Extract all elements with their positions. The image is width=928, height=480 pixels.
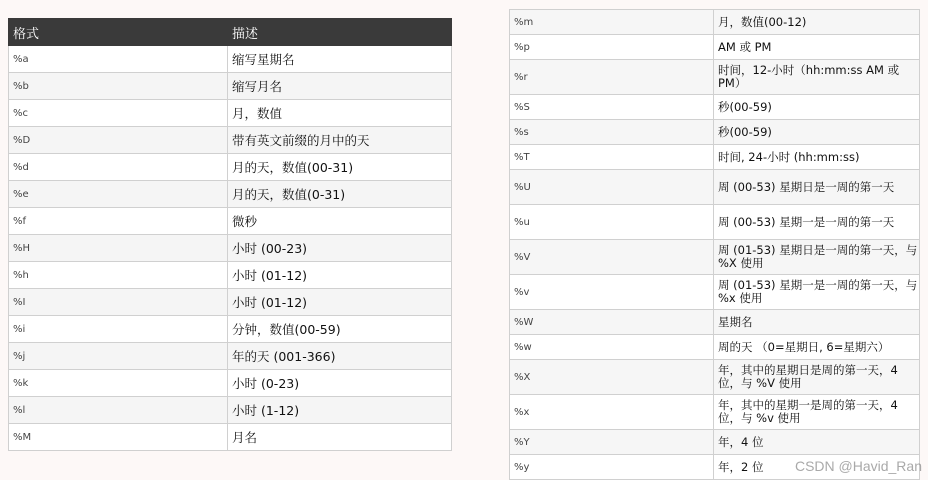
format-code: %r — [510, 60, 714, 95]
format-description: 周 (00-53) 星期一是一周的第一天 — [714, 205, 920, 240]
table-row — [510, 145, 920, 170]
format-code: %X — [510, 360, 714, 395]
table-row — [510, 170, 920, 205]
format-description: 年，其中的星期一是周的第一天，4 位，与 %v 使用 — [714, 395, 920, 430]
table-row — [510, 360, 920, 395]
format-code: %x — [510, 395, 714, 430]
format-description: 缩写月名 — [228, 73, 452, 100]
table-row — [9, 289, 452, 316]
table-row — [9, 208, 452, 235]
header-format: 格式 — [9, 19, 228, 46]
format-code: %Y — [510, 430, 714, 455]
format-code: %y — [510, 455, 714, 480]
format-code: %M — [9, 424, 228, 451]
format-code: %h — [9, 262, 228, 289]
format-description: 微秒 — [228, 208, 452, 235]
format-code: %H — [9, 235, 228, 262]
format-code: %p — [510, 35, 714, 60]
table-row — [510, 275, 920, 310]
table-row — [9, 397, 452, 424]
format-code: %m — [510, 10, 714, 35]
format-code: %S — [510, 95, 714, 120]
format-description: 月名 — [228, 424, 452, 451]
format-description: 年，4 位 — [714, 430, 920, 455]
format-code: %e — [9, 181, 228, 208]
table-row — [510, 10, 920, 35]
format-code: %v — [510, 275, 714, 310]
table-row — [9, 424, 452, 451]
format-description: 月的天，数值(0-31) — [228, 181, 452, 208]
table-row — [510, 120, 920, 145]
format-description: 周 (01-53) 星期一是一周的第一天，与 %x 使用 — [714, 275, 920, 310]
format-code: %j — [9, 343, 228, 370]
format-description: 周的天 （0=星期日, 6=星期六） — [714, 335, 920, 360]
watermark: CSDN @Havid_Ran — [794, 458, 922, 474]
format-code: %D — [9, 127, 228, 154]
format-code: %T — [510, 145, 714, 170]
format-description: 年，其中的星期日是周的第一天，4 位，与 %V 使用 — [714, 360, 920, 395]
format-description: 周 (00-53) 星期日是一周的第一天 — [714, 170, 920, 205]
header-row — [9, 19, 452, 46]
format-description: 小时 (0-23) — [228, 370, 452, 397]
table-row — [9, 181, 452, 208]
format-description: 小时 (01-12) — [228, 289, 452, 316]
format-code: %U — [510, 170, 714, 205]
format-description: 秒(00-59) — [714, 95, 920, 120]
right-format-table — [509, 9, 920, 480]
table-row — [510, 310, 920, 335]
format-code: %a — [9, 46, 228, 73]
format-code: %k — [9, 370, 228, 397]
format-code: %s — [510, 120, 714, 145]
format-code: %i — [9, 316, 228, 343]
table-row — [510, 205, 920, 240]
format-description: 分钟，数值(00-59) — [228, 316, 452, 343]
format-description: 小时 (01-12) — [228, 262, 452, 289]
format-description: 时间, 24-小时 (hh:mm:ss) — [714, 145, 920, 170]
format-description: AM 或 PM — [714, 35, 920, 60]
table-row — [510, 430, 920, 455]
format-description: 星期名 — [714, 310, 920, 335]
table-row — [510, 95, 920, 120]
format-description: 秒(00-59) — [714, 120, 920, 145]
table-row — [9, 316, 452, 343]
table-row — [9, 46, 452, 73]
format-description: 带有英文前缀的月中的天 — [228, 127, 452, 154]
table-row — [510, 395, 920, 430]
format-description: 时间，12-小时（hh:mm:ss AM 或 PM） — [714, 60, 920, 95]
format-description: 年，2 位 — [714, 455, 920, 480]
table-row — [510, 35, 920, 60]
left-format-table — [8, 18, 452, 451]
format-code: %d — [9, 154, 228, 181]
format-code: %l — [9, 397, 228, 424]
format-description: 月，数值(00-12) — [714, 10, 920, 35]
format-description: 周 (01-53) 星期日是一周的第一天，与 %X 使用 — [714, 240, 920, 275]
table-row — [9, 235, 452, 262]
table-row — [9, 100, 452, 127]
format-description: 月的天，数值(00-31) — [228, 154, 452, 181]
table-row — [9, 154, 452, 181]
format-description: 月，数值 — [228, 100, 452, 127]
format-code: %I — [9, 289, 228, 316]
table-row — [510, 240, 920, 275]
table-row — [9, 262, 452, 289]
format-description: 小时 (00-23) — [228, 235, 452, 262]
format-code: %c — [9, 100, 228, 127]
table-row — [9, 370, 452, 397]
format-code: %V — [510, 240, 714, 275]
format-code: %b — [9, 73, 228, 100]
format-code: %u — [510, 205, 714, 240]
table-row — [510, 60, 920, 95]
format-code: %w — [510, 335, 714, 360]
table-row — [9, 73, 452, 100]
format-description: 小时 (1-12) — [228, 397, 452, 424]
table-row — [510, 335, 920, 360]
table-row — [9, 127, 452, 154]
format-description: 年的天 (001-366) — [228, 343, 452, 370]
header-description: 描述 — [228, 19, 452, 46]
format-code: %W — [510, 310, 714, 335]
format-code: %f — [9, 208, 228, 235]
format-description: 缩写星期名 — [228, 46, 452, 73]
table-row — [9, 343, 452, 370]
